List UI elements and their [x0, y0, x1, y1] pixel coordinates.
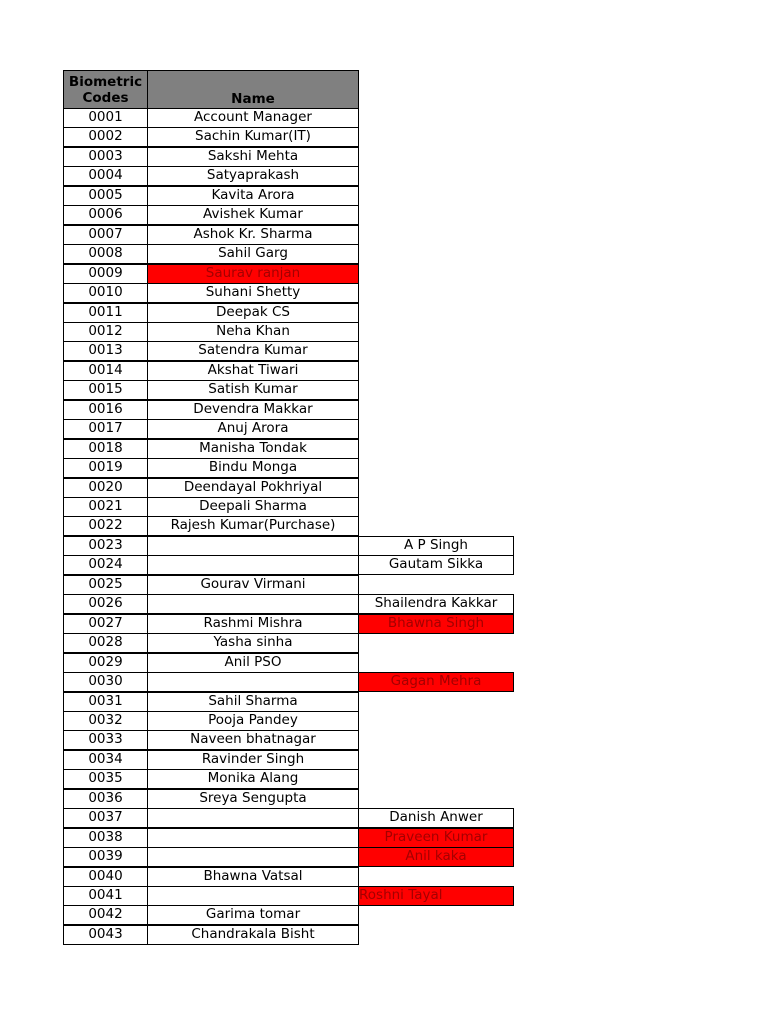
extra-name-cell[interactable]: Roshni Tayal [358, 886, 514, 906]
name-cell[interactable]: Yasha sinha [147, 633, 359, 653]
name-cell[interactable]: Rajesh Kumar(Purchase) [147, 516, 359, 536]
name-cell[interactable]: Pooja Pandey [147, 711, 359, 731]
name-cell[interactable] [147, 536, 359, 556]
name-cell[interactable] [147, 808, 359, 828]
name-cell[interactable]: Garima tomar [147, 905, 359, 925]
header-codes-line1: Biometric [68, 73, 143, 90]
extra-name-cell[interactable]: Praveen Kumar [358, 828, 514, 848]
code-cell[interactable]: 0018 [63, 439, 148, 459]
header-biometric-codes[interactable] [63, 70, 148, 109]
name-cell[interactable]: Deepak CS [147, 303, 359, 323]
code-cell[interactable]: 0017 [63, 419, 148, 439]
code-cell[interactable]: 0031 [63, 692, 148, 712]
code-cell[interactable]: 0029 [63, 653, 148, 673]
name-cell[interactable]: Account Manager [147, 108, 359, 128]
code-cell[interactable]: 0020 [63, 478, 148, 498]
name-cell[interactable]: Rashmi Mishra [147, 614, 359, 634]
name-cell[interactable]: Satish Kumar [147, 380, 359, 400]
code-cell[interactable]: 0011 [63, 303, 148, 323]
name-cell[interactable]: Devendra Makkar [147, 400, 359, 420]
code-cell[interactable]: 0042 [63, 905, 148, 925]
code-cell[interactable]: 0008 [63, 244, 148, 264]
name-cell[interactable]: Neha Khan [147, 322, 359, 342]
code-cell[interactable]: 0021 [63, 497, 148, 517]
name-cell[interactable]: Sakshi Mehta [147, 147, 359, 167]
code-cell[interactable]: 0007 [63, 225, 148, 245]
name-cell[interactable] [147, 555, 359, 575]
code-cell[interactable]: 0009 [63, 264, 148, 284]
name-cell[interactable]: Sreya Sengupta [147, 789, 359, 809]
code-cell[interactable]: 0006 [63, 205, 148, 225]
code-cell[interactable]: 0012 [63, 322, 148, 342]
name-cell[interactable]: Ashok Kr. Sharma [147, 225, 359, 245]
code-cell[interactable]: 0030 [63, 672, 148, 692]
name-cell[interactable]: Kavita Arora [147, 186, 359, 206]
code-cell[interactable]: 0016 [63, 400, 148, 420]
code-cell[interactable]: 0019 [63, 458, 148, 478]
name-cell[interactable]: Manisha Tondak [147, 439, 359, 459]
code-cell[interactable]: 0023 [63, 536, 148, 556]
code-cell[interactable]: 0032 [63, 711, 148, 731]
code-cell[interactable]: 0015 [63, 380, 148, 400]
name-cell[interactable] [147, 594, 359, 614]
extra-name-cell[interactable]: Gautam Sikka [358, 555, 514, 575]
name-cell[interactable] [147, 847, 359, 867]
name-cell[interactable] [147, 828, 359, 848]
header-name[interactable] [147, 70, 359, 109]
header-codes-line2: Codes [82, 89, 129, 106]
extra-name-cell[interactable]: Danish Anwer [358, 808, 514, 828]
extra-name-cell[interactable]: Shailendra Kakkar [358, 594, 514, 614]
name-cell[interactable]: Ravinder Singh [147, 750, 359, 770]
code-cell[interactable]: 0027 [63, 614, 148, 634]
name-cell[interactable]: Satendra Kumar [147, 341, 359, 361]
extra-name-cell[interactable]: Anil kaka [358, 847, 514, 867]
code-cell[interactable]: 0035 [63, 769, 148, 789]
name-cell[interactable]: Anil PSO [147, 653, 359, 673]
code-cell[interactable]: 0037 [63, 808, 148, 828]
code-cell[interactable]: 0036 [63, 789, 148, 809]
name-cell[interactable]: Sahil Sharma [147, 692, 359, 712]
name-cell[interactable]: Chandrakala Bisht [147, 925, 359, 945]
name-cell[interactable]: Sahil Garg [147, 244, 359, 264]
code-cell[interactable]: 0013 [63, 341, 148, 361]
name-cell[interactable]: Sachin Kumar(IT) [147, 127, 359, 147]
code-cell[interactable]: 0039 [63, 847, 148, 867]
name-cell[interactable]: Monika Alang [147, 769, 359, 789]
code-cell[interactable]: 0002 [63, 127, 148, 147]
name-cell[interactable]: Bhawna Vatsal [147, 867, 359, 887]
code-cell[interactable]: 0004 [63, 166, 148, 186]
code-cell[interactable]: 0001 [63, 108, 148, 128]
code-cell[interactable]: 0025 [63, 575, 148, 595]
code-cell[interactable]: 0026 [63, 594, 148, 614]
extra-name-cell[interactable]: Gagan Mehra [358, 672, 514, 692]
extra-name-cell[interactable]: A P Singh [358, 536, 514, 556]
name-cell[interactable]: Anuj Arora [147, 419, 359, 439]
code-cell[interactable]: 0024 [63, 555, 148, 575]
name-cell[interactable]: Saurav ranjan [147, 264, 359, 284]
code-cell[interactable]: 0034 [63, 750, 148, 770]
name-cell[interactable]: Satyaprakash [147, 166, 359, 186]
name-cell[interactable]: Suhani Shetty [147, 283, 359, 303]
name-cell[interactable]: Deendayal Pokhriyal [147, 478, 359, 498]
name-cell[interactable] [147, 672, 359, 692]
code-cell[interactable]: 0038 [63, 828, 148, 848]
header-name-label: Name [231, 90, 275, 107]
code-cell[interactable]: 0003 [63, 147, 148, 167]
name-cell[interactable]: Deepali Sharma [147, 497, 359, 517]
name-cell[interactable]: Bindu Monga [147, 458, 359, 478]
code-cell[interactable]: 0014 [63, 361, 148, 381]
code-cell[interactable]: 0040 [63, 867, 148, 887]
code-cell[interactable]: 0028 [63, 633, 148, 653]
name-cell[interactable]: Gourav Virmani [147, 575, 359, 595]
code-cell[interactable]: 0043 [63, 925, 148, 945]
code-cell[interactable]: 0041 [63, 886, 148, 906]
name-cell[interactable]: Akshat Tiwari [147, 361, 359, 381]
code-cell[interactable]: 0022 [63, 516, 148, 536]
code-cell[interactable]: 0010 [63, 283, 148, 303]
name-cell[interactable]: Naveen bhatnagar [147, 730, 359, 750]
name-cell[interactable]: Avishek Kumar [147, 205, 359, 225]
extra-name-cell[interactable]: Bhawna Singh [358, 614, 514, 634]
code-cell[interactable]: 0033 [63, 730, 148, 750]
name-cell[interactable] [147, 886, 359, 906]
code-cell[interactable]: 0005 [63, 186, 148, 206]
